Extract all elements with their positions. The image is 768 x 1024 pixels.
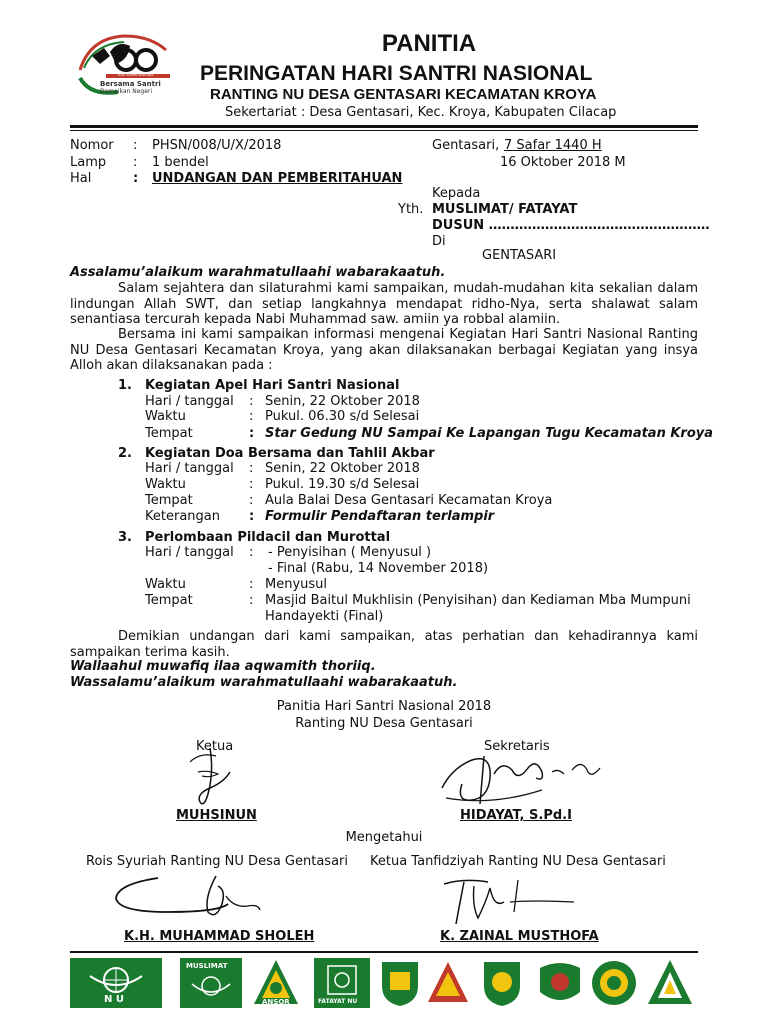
event-2-colon-tempat: : bbox=[249, 493, 254, 508]
lamp-colon: : bbox=[133, 155, 138, 170]
ketua-name: MUHSINUN bbox=[176, 808, 257, 823]
ipnu-logo bbox=[376, 958, 424, 1008]
event-1-colon-tempat: : bbox=[249, 426, 255, 441]
footer-rule bbox=[70, 951, 698, 953]
event-1-colon-waktu: : bbox=[249, 409, 254, 424]
ippnu-shield-icon bbox=[478, 958, 526, 1008]
muslimat-text: MUSLIMAT bbox=[186, 962, 228, 970]
nomor-colon: : bbox=[133, 138, 138, 153]
event-3-value-final: - Final (Rabu, 14 November 2018) bbox=[268, 561, 489, 576]
recipient-di: Di bbox=[432, 234, 446, 249]
event-3-value-tempat-2: Handayekti (Final) bbox=[265, 609, 384, 624]
closing-wassalam: Wassalamu’alaikum warahmatullaahi wabarakaatuh. bbox=[70, 675, 458, 690]
header-rule-thick bbox=[70, 125, 698, 128]
recipient-kepada: Kepada bbox=[432, 186, 481, 201]
ketua-label: Ketua bbox=[196, 739, 234, 754]
event-2-label-waktu: Waktu bbox=[145, 477, 186, 492]
event-3-label-tempat: Tempat bbox=[145, 593, 193, 608]
body-paragraph-2: Bersama ini kami sampaikan informasi mengenai Kegiatan Hari Santri Nasional Ranting NU Desa Gentasari Kecamatan Kroya, yang akan dilaksanakan berbagai Kegiatan yang insya Alloh akan dilaksanakan pada : bbox=[70, 327, 698, 373]
event-2-value-keterangan: Formulir Pendaftaran terlampir bbox=[265, 509, 495, 524]
header-title-event: PERINGATAN HARI SANTRI NASIONAL bbox=[200, 62, 593, 85]
signature-org-1: Panitia Hari Santri Nasional 2018 bbox=[276, 699, 492, 714]
body-paragraph-1: Salam sejahtera dan silaturahmi kami sampaikan, mudah-mudahan kita sekalian dalam lindungan Allah SWT, dan setiap langkahnya mendapat ridho-Nya, serta shalawat salam senantiasa tercurah kepada Nabi Muhammad saw. amiin ya robbal alamiin. bbox=[70, 281, 698, 327]
banser-logo bbox=[536, 958, 584, 1008]
recipient-dusun: DUSUN …………………………………………… bbox=[432, 218, 710, 233]
hal-label: Hal bbox=[70, 171, 92, 186]
event-2-label-hari: Hari / tanggal bbox=[145, 461, 234, 476]
event-2-number: 2. bbox=[118, 446, 132, 461]
nu-logo bbox=[70, 958, 162, 1008]
nomor-value: PHSN/008/U/X/2018 bbox=[152, 138, 282, 153]
closing-paragraph: Demikian undangan dari kami sampaikan, atas perhatian dan kehadirannya kami sampaikan terima kasih. bbox=[70, 629, 698, 660]
event-2-label-tempat: Tempat bbox=[145, 493, 193, 508]
recipient-place: GENTASARI bbox=[482, 248, 557, 263]
tanfidz-label: Ketua Tanfidziyah Ranting NU Desa Gentasari bbox=[370, 854, 666, 869]
sekretaris-name: HIDAYAT, S.Pd.I bbox=[460, 808, 572, 823]
event-2-value-waktu: Pukul. 19.30 s/d Selesai bbox=[265, 477, 420, 492]
event-2-label-keterangan: Keterangan bbox=[145, 509, 220, 524]
event-1-label-tempat: Tempat bbox=[145, 426, 193, 441]
pagar-nusa-icon bbox=[424, 958, 472, 1008]
event-3-title: Perlombaan Pildacil dan Murottal bbox=[145, 530, 391, 545]
ansor-logo bbox=[252, 958, 300, 1008]
ipnu-circle-icon bbox=[590, 958, 638, 1008]
event-1-value-tempat: Star Gedung NU Sampai Ke Lapangan Tugu Kecamatan Kroya bbox=[265, 426, 714, 441]
event-3-label-hari: Hari / tanggal bbox=[145, 545, 234, 560]
event-1-value-waktu: Pukul. 06.30 s/d Selesai bbox=[265, 409, 420, 424]
event-3-value-waktu: Menyusul bbox=[265, 577, 328, 592]
sekretaris-signature bbox=[432, 748, 612, 812]
logo-text-1: Bersama Santri bbox=[100, 80, 161, 88]
event-3-number: 3. bbox=[118, 530, 132, 545]
event-1-value-hari: Senin, 22 Oktober 2018 bbox=[265, 394, 420, 409]
lazisnu-logo bbox=[646, 958, 694, 1008]
header-address: Sekertariat : Desa Gentasari, Kec. Kroya, Kabupaten Cilacap bbox=[225, 105, 617, 120]
header-title-ranting: RANTING NU DESA GENTASARI KECAMATAN KROYA bbox=[210, 86, 597, 103]
rois-label: Rois Syuriah Ranting NU Desa Gentasari bbox=[86, 854, 349, 869]
fatayat-logo bbox=[314, 958, 370, 1008]
header-title-panitia: PANITIA bbox=[381, 30, 477, 57]
logo-text-2: Damaikan Negeri bbox=[100, 88, 153, 95]
date-city: Gentasari, bbox=[432, 138, 500, 153]
tanfidz-name: K. ZAINAL MUSTHOFA bbox=[440, 929, 599, 944]
hal-colon: : bbox=[133, 171, 139, 186]
event-3-value-penyisihan: - Penyisihan ( Menyusul ) bbox=[268, 545, 432, 560]
muslimat-logo bbox=[180, 958, 242, 1008]
event-2-colon-keterangan: : bbox=[249, 509, 255, 524]
rois-signature bbox=[108, 868, 268, 928]
pagar-nusa-logo bbox=[424, 958, 472, 1008]
fatayat-text: FATAYAT NU bbox=[318, 998, 358, 1005]
recipient-yth: Yth. bbox=[398, 202, 424, 217]
event-2-colon-waktu: : bbox=[249, 477, 254, 492]
event-1-title: Kegiatan Apel Hari Santri Nasional bbox=[145, 378, 400, 393]
lazisnu-triangle-icon bbox=[646, 958, 694, 1008]
closing-wallahul: Wallaahul muwafiq ilaa aqwamith thoriiq. bbox=[70, 659, 376, 674]
ketua-signature bbox=[180, 742, 260, 814]
ipnu-circle-logo bbox=[590, 958, 638, 1008]
event-3-colon-waktu: : bbox=[249, 577, 254, 592]
nu-letters: N U bbox=[104, 994, 124, 1005]
ipnu-shield-icon bbox=[376, 958, 424, 1008]
date-masehi: 16 Oktober 2018 M bbox=[500, 155, 626, 170]
event-3-colon-tempat: : bbox=[249, 593, 254, 608]
recipient-name: MUSLIMAT/ FATAYAT bbox=[432, 202, 578, 217]
ansor-text: ANSOR bbox=[262, 998, 290, 1006]
event-2-colon-hari: : bbox=[249, 461, 254, 476]
signature-org-2: Ranting NU Desa Gentasari bbox=[295, 716, 473, 731]
lamp-value: 1 bendel bbox=[152, 155, 209, 170]
rois-name: K.H. MUHAMMAD SHOLEH bbox=[124, 929, 315, 944]
greeting: Assalamu’alaikum warahmatullaahi wabarakaatuh. bbox=[70, 265, 446, 280]
logo-banner-text: HARI SANTRI NASIONAL bbox=[118, 73, 154, 77]
sekretaris-label: Sekretaris bbox=[484, 739, 550, 754]
event-2-value-tempat: Aula Balai Desa Gentasari Kecamatan Kroya bbox=[265, 493, 553, 508]
tanfidz-signature bbox=[434, 872, 584, 928]
event-1-label-waktu: Waktu bbox=[145, 409, 186, 424]
banser-badge-icon bbox=[536, 958, 584, 1008]
hal-value: UNDANGAN DAN PEMBERITAHUAN bbox=[152, 171, 403, 186]
ippnu-logo bbox=[478, 958, 526, 1008]
event-1-label-hari: Hari / tanggal bbox=[145, 394, 234, 409]
lamp-label: Lamp bbox=[70, 155, 107, 170]
mengetahui-label: Mengetahui bbox=[345, 830, 423, 845]
event-1-number: 1. bbox=[118, 378, 132, 393]
event-3-value-tempat-1: Masjid Baitul Mukhlisin (Penyisihan) dan Kediaman Mba Mumpuni bbox=[265, 593, 691, 608]
event-3-colon-hari: : bbox=[249, 545, 254, 560]
header-rule-thin bbox=[70, 130, 698, 131]
date-hijri: 7 Safar 1440 H bbox=[504, 138, 602, 153]
event-1-colon-hari: : bbox=[249, 394, 254, 409]
event-2-value-hari: Senin, 22 Oktober 2018 bbox=[265, 461, 420, 476]
event-3-label-waktu: Waktu bbox=[145, 577, 186, 592]
event-2-title: Kegiatan Doa Bersama dan Tahlil Akbar bbox=[145, 446, 435, 461]
nomor-label: Nomor bbox=[70, 138, 114, 153]
